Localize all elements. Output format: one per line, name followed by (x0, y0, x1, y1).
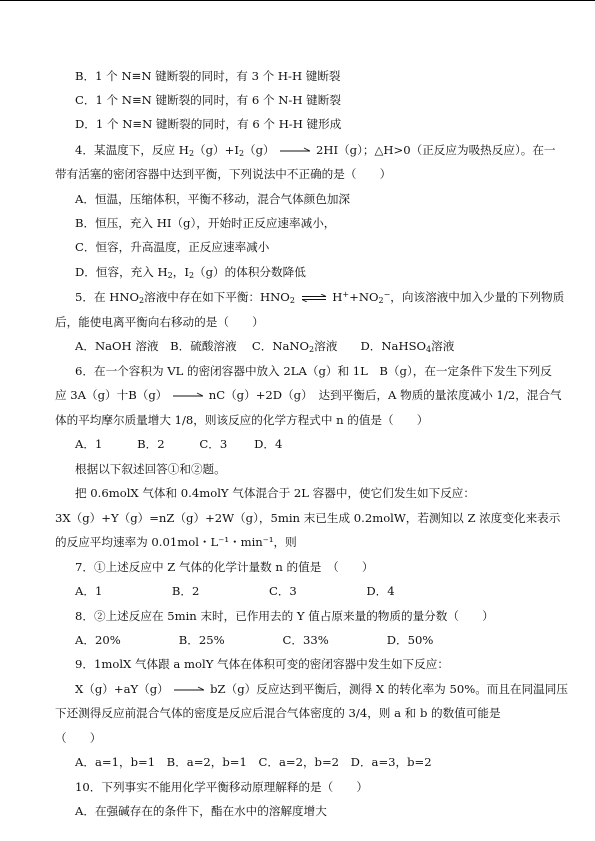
question-7-stem: 7．①上述反应中 Z 气体的化学计量数 n 的值是 （ ） (75, 560, 374, 574)
text-line: 根据以下叙述回答①和②题。 (75, 462, 226, 476)
answer-bracket: （ ） (55, 731, 102, 745)
option-b: B．恒压，充入 HI（g），开始时正反应速率减小， (75, 216, 336, 230)
text-line: 的反应平均速率为 0.01mol・L⁻¹・min⁻¹，则 (55, 535, 297, 549)
question-8-options: A．20% B．25% C．33% D．50% (75, 633, 434, 647)
option-c: C．恒容，升高温度，正反应速率减小 (75, 240, 270, 254)
question-9-equation: X（g）+aY（g） bZ（g）反应达到平衡后，测得 X 的转化率为 50%。而且在同温同压 (75, 682, 568, 696)
equilibrium-arrow-icon (299, 294, 329, 302)
question-9-stem: 9．1molX 气体跟 a molY 气体在体积可变的密闭容器中发生如下反应： (75, 657, 449, 671)
question-5-stem: 5．在 $HNO_2$溶液中存在如下平衡：$HNO_2$ $H^++NO_2^-$，向该溶液中加入少量的下列物质 (75, 290, 565, 305)
question-6-options: A．1 B．2 C．3 D．4 (75, 437, 283, 451)
text-line: C．1 个 N≡N 键断裂的同时，有 6 个 N-H 键断裂 (75, 93, 341, 107)
question-5-options: A．NaOH 溶液 B．硫酸溶液 C．NaNO$_2$溶液 D．NaHSO$_4$溶液 (75, 339, 455, 354)
option-a: A．恒温，压缩体积，平衡不移动，混合气体颜色加深 (75, 192, 351, 206)
question-10-stem: 10．下列事实不能用化学平衡移动原理解释的是（ ） (75, 780, 369, 794)
text-line: 3X（g）+Y（g）=nZ（g）+2W（g），5min 末已生成 0.2molW，若测知以 Z 浓度变化来表示 (55, 511, 561, 525)
text-line: 体的平均摩尔质量增大 1/8，则该反应的化学方程式中 n 的值是（ ） (55, 413, 429, 427)
question-4-stem: 4．某温度下，反应 $H_2(g)+I_2(g)$ 2HI（g）；△H>0（正反应为吸热反应）。在一 (75, 143, 556, 158)
reversible-arrow-icon (278, 147, 312, 155)
question-7-options: A．1 B．2 C．3 D．4 (75, 584, 395, 598)
question-6-equation: 应 3A（g）十B（g） nC（g）+2D（g） 达到平衡后，A 物质的量浓度减小 1/2，混合气 (55, 388, 562, 402)
text-line: 把 0.6molX 气体和 0.4molY 气体混合于 2L 容器中，使它们发生如下反应： (75, 486, 475, 500)
question-8-stem: 8．②上述反应在 5min 末时，已作用去的 Y 值占原来量的物质的量分数（ ） (75, 609, 494, 623)
reversible-arrow-icon (171, 392, 205, 400)
option-a: A．在强碱存在的条件下，酯在水中的溶解度增大 (75, 804, 327, 818)
top-border-line (0, 0, 595, 1)
text-line: 带有活塞的密闭容器中达到平衡，下列说法中不正确的是（ ） (55, 167, 392, 181)
text-line: B．1 个 N≡N 键断裂的同时，有 3 个 H-H 键断裂 (75, 69, 341, 83)
reversible-arrow-icon (172, 686, 206, 694)
text-line: 后，能使电离平衡向右移动的是（ ） (55, 315, 264, 329)
option-d: D．恒容，充入 $H_2$，$I_2(g)$的体积分数降低 (75, 265, 306, 280)
question-6-stem: 6．在一个容积为 VL 的密闭容器中放入 2LA（g）和 1L B（g），在一定条件下发生下列反 (75, 364, 552, 378)
text-line: D．1 个 N≡N 键断裂的同时，有 6 个 H-H 键形成 (75, 117, 342, 131)
text-line: 下还测得反应前混合气体的密度是反应后混合气体密度的 3/4，则 a 和 b 的数值可能是 (55, 706, 501, 720)
question-9-options: A．a=1，b=1 B．a=2，b=1 C．a=2，b=2 D．a=3，b=2 (75, 755, 432, 769)
